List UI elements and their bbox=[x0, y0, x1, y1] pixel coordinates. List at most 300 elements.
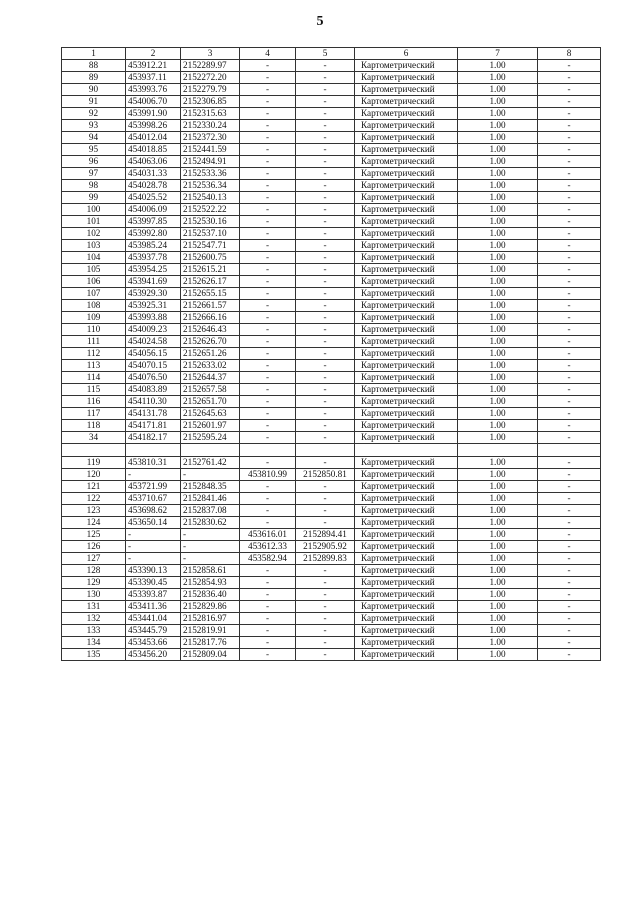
y-new-cell: - bbox=[296, 637, 355, 649]
y-existing-cell: 2152595.24 bbox=[181, 432, 240, 444]
table-row bbox=[62, 625, 601, 637]
description-cell: - bbox=[538, 372, 601, 384]
point-number-cell: 114 bbox=[62, 372, 126, 384]
y-new-cell: - bbox=[296, 264, 355, 276]
x-new-cell: - bbox=[240, 276, 296, 288]
accuracy-cell: 1.00 bbox=[458, 637, 538, 649]
x-new-cell: - bbox=[240, 601, 296, 613]
y-existing-cell: 2152601.97 bbox=[181, 420, 240, 432]
point-number-cell: 128 bbox=[62, 565, 126, 577]
x-new-cell: - bbox=[240, 240, 296, 252]
y-new-cell: - bbox=[296, 288, 355, 300]
x-new-cell: - bbox=[240, 517, 296, 529]
x-new-cell: - bbox=[240, 505, 296, 517]
y-new-cell: - bbox=[296, 625, 355, 637]
y-new-cell: - bbox=[296, 408, 355, 420]
x-new-cell: - bbox=[240, 637, 296, 649]
x-new-cell: - bbox=[240, 312, 296, 324]
table-row bbox=[62, 444, 601, 457]
description-cell: - bbox=[538, 517, 601, 529]
x-new-cell: - bbox=[240, 372, 296, 384]
method-cell: Картометрический bbox=[355, 613, 458, 625]
accuracy-cell: 1.00 bbox=[458, 565, 538, 577]
description-cell: - bbox=[538, 481, 601, 493]
point-number-cell: 107 bbox=[62, 288, 126, 300]
method-cell: Картометрический bbox=[355, 577, 458, 589]
accuracy-cell: 1.00 bbox=[458, 252, 538, 264]
point-number-cell: 134 bbox=[62, 637, 126, 649]
table-row bbox=[62, 336, 601, 348]
point-number-cell: 96 bbox=[62, 156, 126, 168]
point-number-cell: 94 bbox=[62, 132, 126, 144]
description-cell: - bbox=[538, 360, 601, 372]
y-new-cell: - bbox=[296, 228, 355, 240]
point-number-cell: 119 bbox=[62, 457, 126, 469]
x-existing-cell: 454056.15 bbox=[126, 348, 181, 360]
description-cell: - bbox=[538, 96, 601, 108]
table-row bbox=[62, 541, 601, 553]
x-existing-cell: 453390.45 bbox=[126, 577, 181, 589]
x-new-cell: - bbox=[240, 565, 296, 577]
x-new-cell: - bbox=[240, 84, 296, 96]
accuracy-cell: 1.00 bbox=[458, 144, 538, 156]
accuracy-cell: 1.00 bbox=[458, 312, 538, 324]
x-new-cell: 453616.01 bbox=[240, 529, 296, 541]
description-cell: - bbox=[538, 324, 601, 336]
point-number-cell: 130 bbox=[62, 589, 126, 601]
method-cell: Картометрический bbox=[355, 276, 458, 288]
point-number-cell: 105 bbox=[62, 264, 126, 276]
x-existing-cell: 454182.17 bbox=[126, 432, 181, 444]
point-number-cell: 101 bbox=[62, 216, 126, 228]
x-new-cell: - bbox=[240, 144, 296, 156]
method-cell: Картометрический bbox=[355, 312, 458, 324]
y-existing-cell: 2152626.70 bbox=[181, 336, 240, 348]
table-row bbox=[62, 144, 601, 156]
y-existing-cell: 2152441.59 bbox=[181, 144, 240, 156]
coordinates-table bbox=[61, 47, 601, 661]
table-row bbox=[62, 264, 601, 276]
y-existing-cell: 2152540.13 bbox=[181, 192, 240, 204]
y-existing-cell: 2152633.02 bbox=[181, 360, 240, 372]
accuracy-cell: 1.00 bbox=[458, 300, 538, 312]
description-cell: - bbox=[538, 420, 601, 432]
accuracy-cell: 1.00 bbox=[458, 457, 538, 469]
point-number-cell: 131 bbox=[62, 601, 126, 613]
point-number-cell: 88 bbox=[62, 60, 126, 72]
y-new-cell: 2152894.41 bbox=[296, 529, 355, 541]
y-new-cell: - bbox=[296, 60, 355, 72]
point-number-cell: 125 bbox=[62, 529, 126, 541]
x-existing-cell: 453721.99 bbox=[126, 481, 181, 493]
description-cell: - bbox=[538, 264, 601, 276]
x-existing-cell: 454009.23 bbox=[126, 324, 181, 336]
accuracy-cell: 1.00 bbox=[458, 264, 538, 276]
table-row bbox=[62, 324, 601, 336]
x-existing-cell: 453992.80 bbox=[126, 228, 181, 240]
table-row bbox=[62, 252, 601, 264]
x-existing-cell: 453912.21 bbox=[126, 60, 181, 72]
accuracy-cell: 1.00 bbox=[458, 96, 538, 108]
y-new-cell: 2152899.83 bbox=[296, 553, 355, 565]
y-new-cell: - bbox=[296, 276, 355, 288]
description-cell: - bbox=[538, 613, 601, 625]
description-cell: - bbox=[538, 180, 601, 192]
table-row bbox=[62, 481, 601, 493]
method-cell: Картометрический bbox=[355, 565, 458, 577]
x-existing-cell: 453993.88 bbox=[126, 312, 181, 324]
column-header: 8 bbox=[538, 48, 601, 60]
x-new-cell: - bbox=[240, 204, 296, 216]
y-new-cell: - bbox=[296, 252, 355, 264]
y-existing-cell: 2152854.93 bbox=[181, 577, 240, 589]
accuracy-cell: 1.00 bbox=[458, 360, 538, 372]
method-cell: Картометрический bbox=[355, 144, 458, 156]
accuracy-cell: 1.00 bbox=[458, 84, 538, 96]
y-existing-cell: 2152829.86 bbox=[181, 601, 240, 613]
x-existing-cell: 453393.87 bbox=[126, 589, 181, 601]
accuracy-cell: 1.00 bbox=[458, 348, 538, 360]
accuracy-cell: 1.00 bbox=[458, 168, 538, 180]
method-cell: Картометрический bbox=[355, 204, 458, 216]
point-number-cell: 112 bbox=[62, 348, 126, 360]
table-row bbox=[62, 649, 601, 661]
x-existing-cell: 454024.58 bbox=[126, 336, 181, 348]
method-cell: Картометрический bbox=[355, 348, 458, 360]
x-existing-cell: 454083.89 bbox=[126, 384, 181, 396]
method-cell: Картометрический bbox=[355, 132, 458, 144]
y-existing-cell: 2152817.76 bbox=[181, 637, 240, 649]
table-row bbox=[62, 312, 601, 324]
accuracy-cell: 1.00 bbox=[458, 601, 538, 613]
y-existing-cell: 2152657.58 bbox=[181, 384, 240, 396]
table-row bbox=[62, 156, 601, 168]
method-cell: Картометрический bbox=[355, 120, 458, 132]
x-new-cell: - bbox=[240, 457, 296, 469]
y-new-cell: - bbox=[296, 505, 355, 517]
table-row bbox=[62, 96, 601, 108]
table-row bbox=[62, 132, 601, 144]
accuracy-cell: 1.00 bbox=[458, 132, 538, 144]
x-new-cell: - bbox=[240, 216, 296, 228]
accuracy-cell: 1.00 bbox=[458, 589, 538, 601]
y-new-cell: - bbox=[296, 432, 355, 444]
x-new-cell: - bbox=[240, 252, 296, 264]
point-number-cell: 97 bbox=[62, 168, 126, 180]
y-new-cell: - bbox=[296, 601, 355, 613]
point-number-cell: 111 bbox=[62, 336, 126, 348]
y-new-cell bbox=[296, 444, 355, 457]
x-existing-cell: 453445.79 bbox=[126, 625, 181, 637]
method-cell: Картометрический bbox=[355, 541, 458, 553]
point-number-cell: 99 bbox=[62, 192, 126, 204]
x-existing-cell: 454063.06 bbox=[126, 156, 181, 168]
table-row bbox=[62, 529, 601, 541]
accuracy-cell: 1.00 bbox=[458, 625, 538, 637]
x-existing-cell: 453698.62 bbox=[126, 505, 181, 517]
point-number-cell: 129 bbox=[62, 577, 126, 589]
accuracy-cell: 1.00 bbox=[458, 517, 538, 529]
y-existing-cell: 2152615.21 bbox=[181, 264, 240, 276]
x-existing-cell: 453411.36 bbox=[126, 601, 181, 613]
description-cell: - bbox=[538, 348, 601, 360]
description-cell: - bbox=[538, 276, 601, 288]
description-cell: - bbox=[538, 120, 601, 132]
point-number-cell: 34 bbox=[62, 432, 126, 444]
method-cell: Картометрический bbox=[355, 336, 458, 348]
table-row bbox=[62, 384, 601, 396]
x-existing-cell: 453991.90 bbox=[126, 108, 181, 120]
method-cell: Картометрический bbox=[355, 240, 458, 252]
description-cell: - bbox=[538, 457, 601, 469]
x-existing-cell: 453993.76 bbox=[126, 84, 181, 96]
description-cell: - bbox=[538, 132, 601, 144]
method-cell: Картометрический bbox=[355, 96, 458, 108]
description-cell: - bbox=[538, 637, 601, 649]
accuracy-cell: 1.00 bbox=[458, 240, 538, 252]
method-cell: Картометрический bbox=[355, 625, 458, 637]
y-new-cell: - bbox=[296, 649, 355, 661]
x-new-cell: - bbox=[240, 420, 296, 432]
x-existing-cell: 453937.11 bbox=[126, 72, 181, 84]
description-cell: - bbox=[538, 84, 601, 96]
y-new-cell: - bbox=[296, 312, 355, 324]
y-new-cell: - bbox=[296, 396, 355, 408]
y-new-cell: - bbox=[296, 204, 355, 216]
y-existing-cell bbox=[181, 444, 240, 457]
accuracy-cell: 1.00 bbox=[458, 192, 538, 204]
accuracy-cell: 1.00 bbox=[458, 553, 538, 565]
x-new-cell: - bbox=[240, 288, 296, 300]
y-new-cell: - bbox=[296, 84, 355, 96]
y-new-cell: - bbox=[296, 336, 355, 348]
description-cell: - bbox=[538, 192, 601, 204]
y-existing-cell: 2152289.97 bbox=[181, 60, 240, 72]
description-cell: - bbox=[538, 156, 601, 168]
description-cell: - bbox=[538, 493, 601, 505]
method-cell: Картометрический bbox=[355, 168, 458, 180]
x-new-cell: - bbox=[240, 180, 296, 192]
description-cell: - bbox=[538, 204, 601, 216]
description-cell: - bbox=[538, 336, 601, 348]
column-header: 6 bbox=[355, 48, 458, 60]
x-existing-cell: 454076.50 bbox=[126, 372, 181, 384]
table-row bbox=[62, 108, 601, 120]
y-existing-cell: 2152537.10 bbox=[181, 228, 240, 240]
x-existing-cell: 453985.24 bbox=[126, 240, 181, 252]
x-existing-cell: 454131.78 bbox=[126, 408, 181, 420]
y-new-cell: - bbox=[296, 120, 355, 132]
y-new-cell: - bbox=[296, 481, 355, 493]
x-existing-cell: 453650.14 bbox=[126, 517, 181, 529]
point-number-cell: 110 bbox=[62, 324, 126, 336]
accuracy-cell: 1.00 bbox=[458, 613, 538, 625]
y-existing-cell: 2152830.62 bbox=[181, 517, 240, 529]
accuracy-cell: 1.00 bbox=[458, 420, 538, 432]
y-new-cell: - bbox=[296, 493, 355, 505]
x-new-cell: - bbox=[240, 324, 296, 336]
description-cell: - bbox=[538, 589, 601, 601]
point-number-cell: 100 bbox=[62, 204, 126, 216]
description-cell: - bbox=[538, 384, 601, 396]
y-existing-cell: 2152836.40 bbox=[181, 589, 240, 601]
x-existing-cell: 453937.78 bbox=[126, 252, 181, 264]
x-new-cell: - bbox=[240, 649, 296, 661]
y-existing-cell: 2152530.16 bbox=[181, 216, 240, 228]
point-number-cell: 90 bbox=[62, 84, 126, 96]
table-row bbox=[62, 228, 601, 240]
point-number-cell: 98 bbox=[62, 180, 126, 192]
y-existing-cell: 2152522.22 bbox=[181, 204, 240, 216]
x-new-cell: - bbox=[240, 493, 296, 505]
x-new-cell: - bbox=[240, 300, 296, 312]
y-existing-cell: 2152645.63 bbox=[181, 408, 240, 420]
y-existing-cell: 2152848.35 bbox=[181, 481, 240, 493]
table-row bbox=[62, 396, 601, 408]
table-row bbox=[62, 420, 601, 432]
y-existing-cell: 2152809.04 bbox=[181, 649, 240, 661]
accuracy-cell: 1.00 bbox=[458, 384, 538, 396]
y-new-cell: - bbox=[296, 96, 355, 108]
point-number-cell: 122 bbox=[62, 493, 126, 505]
method-cell: Картометрический bbox=[355, 589, 458, 601]
y-new-cell: 2152905.92 bbox=[296, 541, 355, 553]
y-new-cell: - bbox=[296, 372, 355, 384]
description-cell: - bbox=[538, 469, 601, 481]
description-cell: - bbox=[538, 625, 601, 637]
accuracy-cell: 1.00 bbox=[458, 541, 538, 553]
method-cell: Картометрический bbox=[355, 108, 458, 120]
y-existing-cell: 2152494.91 bbox=[181, 156, 240, 168]
description-cell: - bbox=[538, 252, 601, 264]
point-number-cell: 92 bbox=[62, 108, 126, 120]
accuracy-cell: 1.00 bbox=[458, 180, 538, 192]
x-new-cell: 453582.94 bbox=[240, 553, 296, 565]
y-existing-cell: 2152547.71 bbox=[181, 240, 240, 252]
accuracy-cell: 1.00 bbox=[458, 156, 538, 168]
x-new-cell: - bbox=[240, 264, 296, 276]
y-new-cell: - bbox=[296, 192, 355, 204]
table-row bbox=[62, 216, 601, 228]
description-cell: - bbox=[538, 396, 601, 408]
x-new-cell: - bbox=[240, 228, 296, 240]
x-new-cell bbox=[240, 444, 296, 457]
y-existing-cell: 2152841.46 bbox=[181, 493, 240, 505]
x-new-cell: - bbox=[240, 481, 296, 493]
point-number-cell: 104 bbox=[62, 252, 126, 264]
x-new-cell: - bbox=[240, 156, 296, 168]
x-existing-cell: 453390.13 bbox=[126, 565, 181, 577]
x-new-cell: - bbox=[240, 384, 296, 396]
y-existing-cell: 2152816.97 bbox=[181, 613, 240, 625]
y-existing-cell: 2152533.36 bbox=[181, 168, 240, 180]
description-cell: - bbox=[538, 432, 601, 444]
point-number-cell: 126 bbox=[62, 541, 126, 553]
description-cell: - bbox=[538, 240, 601, 252]
description-cell: - bbox=[538, 601, 601, 613]
accuracy-cell: 1.00 bbox=[458, 505, 538, 517]
accuracy-cell: 1.00 bbox=[458, 408, 538, 420]
method-cell: Картометрический bbox=[355, 601, 458, 613]
point-number-cell: 95 bbox=[62, 144, 126, 156]
method-cell: Картометрический bbox=[355, 192, 458, 204]
method-cell: Картометрический bbox=[355, 264, 458, 276]
point-number-cell: 118 bbox=[62, 420, 126, 432]
x-new-cell: - bbox=[240, 108, 296, 120]
description-cell: - bbox=[538, 577, 601, 589]
method-cell: Картометрический bbox=[355, 420, 458, 432]
table-row bbox=[62, 469, 601, 481]
y-existing-cell: - bbox=[181, 553, 240, 565]
x-existing-cell: 453925.31 bbox=[126, 300, 181, 312]
description-cell: - bbox=[538, 312, 601, 324]
y-existing-cell: - bbox=[181, 469, 240, 481]
point-number-cell: 106 bbox=[62, 276, 126, 288]
method-cell: Картометрический bbox=[355, 252, 458, 264]
point-number-cell: 133 bbox=[62, 625, 126, 637]
point-number-cell: 135 bbox=[62, 649, 126, 661]
method-cell: Картометрический bbox=[355, 60, 458, 72]
y-existing-cell: 2152661.57 bbox=[181, 300, 240, 312]
description-cell: - bbox=[538, 541, 601, 553]
table-row bbox=[62, 60, 601, 72]
y-new-cell: - bbox=[296, 240, 355, 252]
point-number-cell: 109 bbox=[62, 312, 126, 324]
point-number-cell: 117 bbox=[62, 408, 126, 420]
accuracy-cell: 1.00 bbox=[458, 108, 538, 120]
table-row bbox=[62, 553, 601, 565]
column-header: 4 bbox=[240, 48, 296, 60]
y-new-cell: - bbox=[296, 300, 355, 312]
y-new-cell: - bbox=[296, 180, 355, 192]
y-new-cell: - bbox=[296, 577, 355, 589]
table-row bbox=[62, 613, 601, 625]
y-new-cell: - bbox=[296, 420, 355, 432]
y-existing-cell: 2152761.42 bbox=[181, 457, 240, 469]
point-number-cell: 123 bbox=[62, 505, 126, 517]
table-header-row bbox=[62, 48, 601, 60]
x-existing-cell: 454031.33 bbox=[126, 168, 181, 180]
y-existing-cell: 2152858.61 bbox=[181, 565, 240, 577]
x-new-cell: - bbox=[240, 96, 296, 108]
method-cell: Картометрический bbox=[355, 72, 458, 84]
y-new-cell: - bbox=[296, 156, 355, 168]
method-cell: Картометрический bbox=[355, 529, 458, 541]
method-cell: Картометрический bbox=[355, 469, 458, 481]
y-new-cell: - bbox=[296, 348, 355, 360]
x-existing-cell: 453453.66 bbox=[126, 637, 181, 649]
y-existing-cell: 2152330.24 bbox=[181, 120, 240, 132]
y-existing-cell: 2152372.30 bbox=[181, 132, 240, 144]
y-new-cell: - bbox=[296, 360, 355, 372]
table-row bbox=[62, 517, 601, 529]
description-cell: - bbox=[538, 60, 601, 72]
table-row bbox=[62, 637, 601, 649]
method-cell: Картометрический bbox=[355, 637, 458, 649]
x-existing-cell: 454070.15 bbox=[126, 360, 181, 372]
x-existing-cell: 454028.78 bbox=[126, 180, 181, 192]
y-existing-cell: 2152272.20 bbox=[181, 72, 240, 84]
method-cell: Картометрический bbox=[355, 517, 458, 529]
description-cell: - bbox=[538, 288, 601, 300]
description-cell: - bbox=[538, 216, 601, 228]
description-cell: - bbox=[538, 553, 601, 565]
accuracy-cell: 1.00 bbox=[458, 649, 538, 661]
point-number-cell: 89 bbox=[62, 72, 126, 84]
table-row bbox=[62, 601, 601, 613]
method-cell: Картометрический bbox=[355, 432, 458, 444]
point-number-cell: 120 bbox=[62, 469, 126, 481]
